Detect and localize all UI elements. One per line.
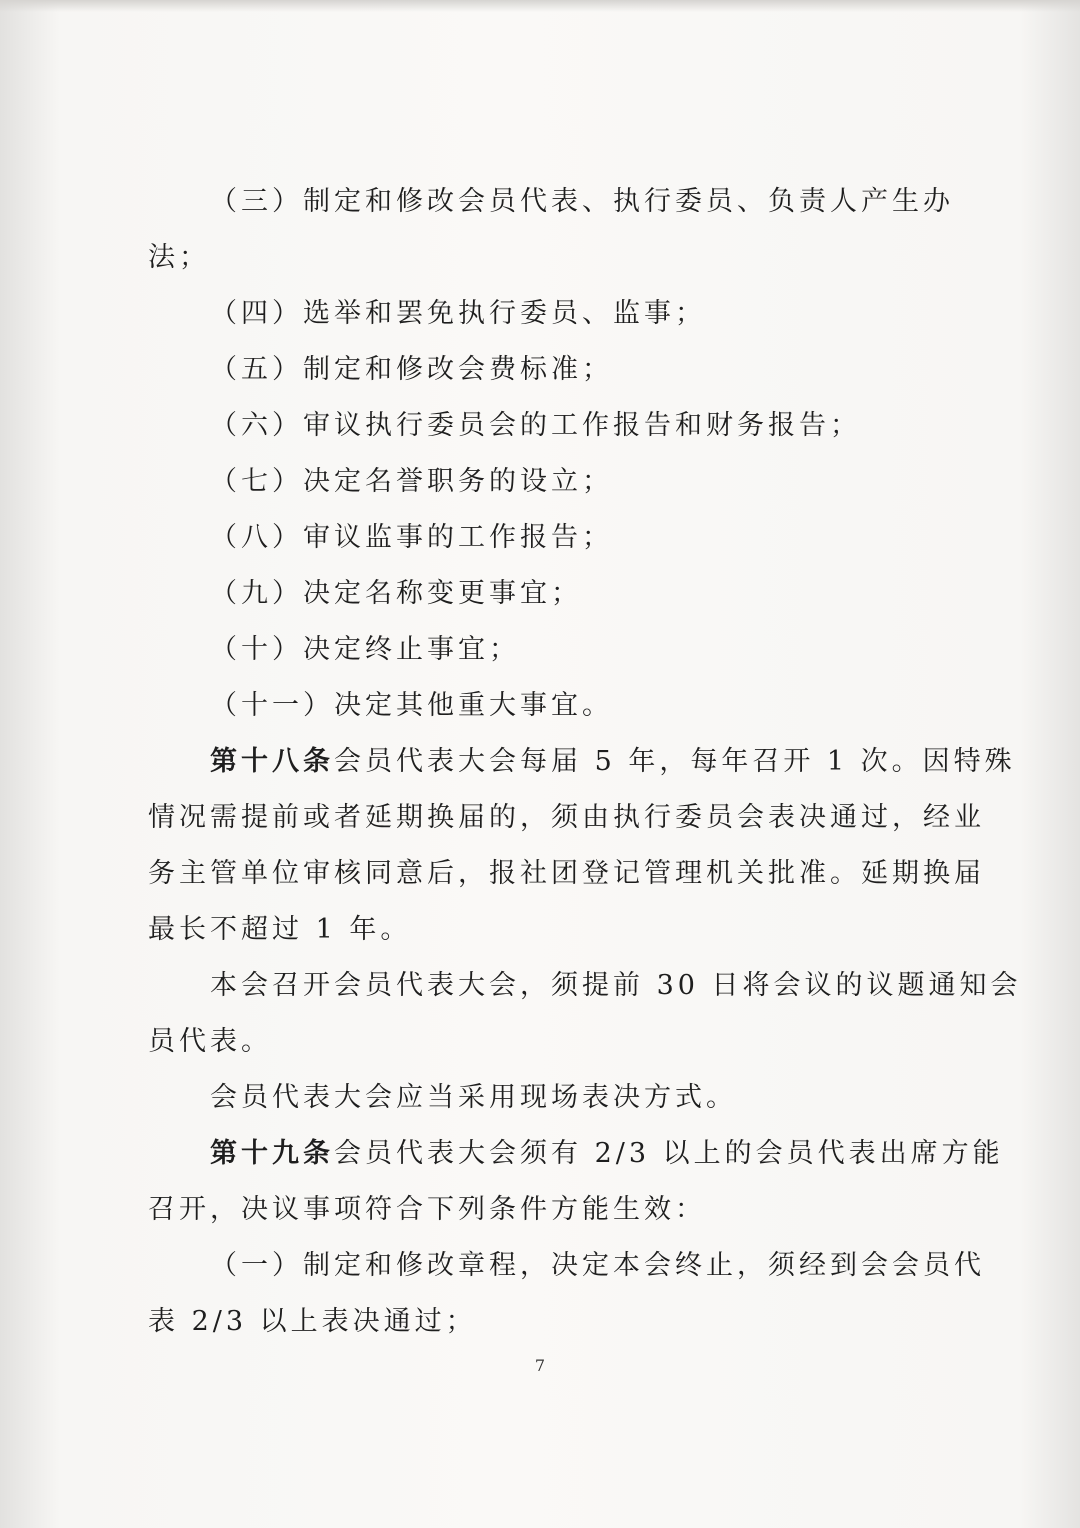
text-line-item-11: （十一）决定其他重大事宜。 — [210, 690, 613, 721]
article-19-item-1-line-2: 表 2/3 以上表决通过； — [148, 1306, 477, 1337]
article-19-line-1 — [148, 1126, 1004, 1182]
article-18-para3: 会员代表大会应当采用现场表决方式。 — [210, 1082, 737, 1113]
text-line-item-6: （六）审议执行委员会的工作报告和财务报告； — [210, 410, 861, 441]
text-line-item-5: （五）制定和修改会费标准； — [210, 354, 613, 385]
text-line-item-8: （八）审议监事的工作报告； — [210, 522, 613, 553]
article-18-line-1 — [148, 734, 1016, 790]
article-19-line-2: 召开，决议事项符合下列条件方能生效： — [148, 1194, 706, 1225]
scan-edge-shadow — [0, 0, 1080, 12]
text-line-item-9: （九）决定名称变更事宜； — [210, 578, 582, 609]
text-line-item-10: （十）决定终止事宜； — [210, 634, 520, 665]
text-line-item-7: （七）决定名誉职务的设立； — [210, 466, 613, 497]
article-18-line-3: 务主管单位审核同意后，报社团登记管理机关批准。延期换届 — [148, 858, 985, 889]
article-18-heading: 第十八条 — [210, 746, 334, 777]
text-line-item-3: （三）制定和修改会员代表、执行委员、负责人产生办 — [210, 186, 954, 217]
article-18-para2-line-2: 员代表。 — [148, 1026, 272, 1057]
article-18-para2-line-1: 本会召开会员代表大会，须提前 30 日将会议的议题通知会 — [210, 970, 1022, 1001]
article-18-line-4: 最长不超过 1 年。 — [148, 914, 412, 945]
document-body — [148, 174, 1022, 1350]
page-number: 7 — [534, 1356, 546, 1375]
text-line-item-4: （四）选举和罢免执行委员、监事； — [210, 298, 706, 329]
article-18-text-1: 会员代表大会每届 5 年，每年召开 1 次。因特殊 — [334, 746, 1016, 777]
article-19-item-1-line-1: （一）制定和修改章程，决定本会终止，须经到会会员代 — [210, 1250, 985, 1281]
article-19-text-1: 会员代表大会须有 2/3 以上的会员代表出席方能 — [334, 1138, 1004, 1169]
article-19-heading: 第十九条 — [210, 1138, 334, 1169]
article-18-line-2: 情况需提前或者延期换届的，须由执行委员会表决通过，经业 — [148, 802, 985, 833]
text-line-item-3-cont: 法； — [148, 242, 210, 273]
